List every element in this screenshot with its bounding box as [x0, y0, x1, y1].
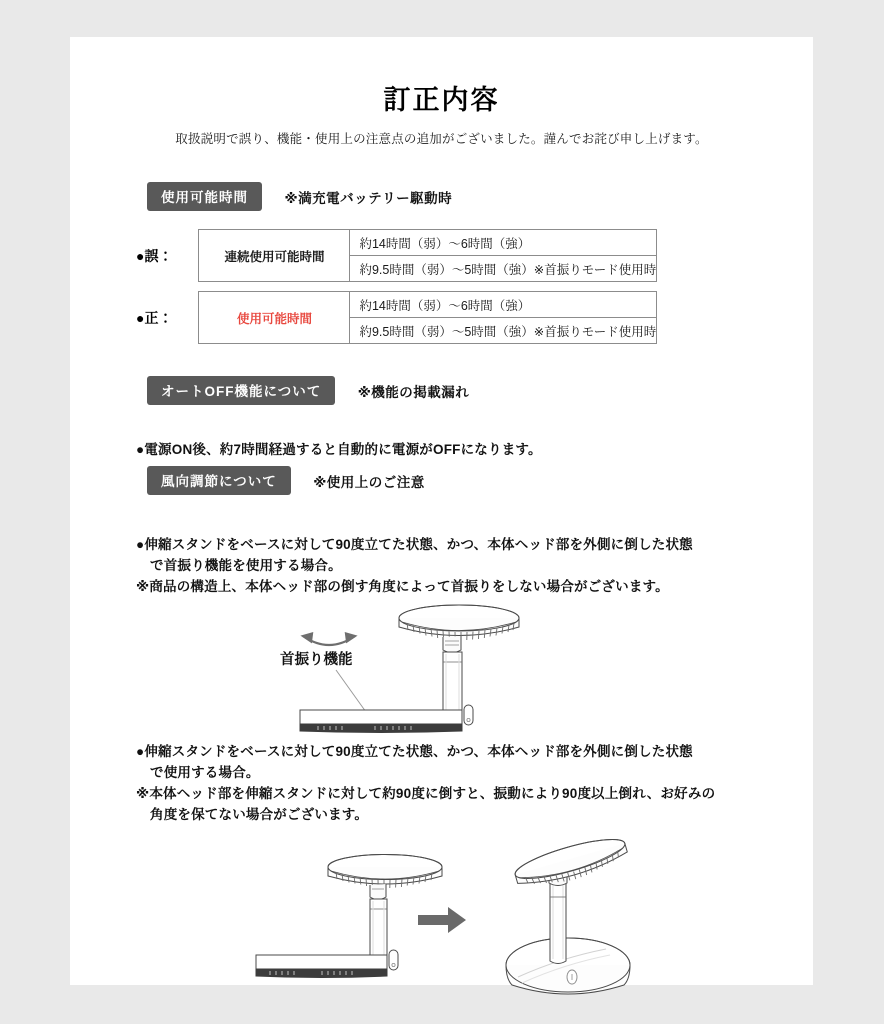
figure-oscillation — [240, 592, 620, 742]
cell-value-wrong-1: 約14時間（弱）〜6時間（強） — [350, 230, 657, 256]
section-badge-auto-off: オートOFF機能について — [147, 376, 335, 405]
section-note-wind: ※使用上のご注意 — [313, 474, 425, 490]
figure-oscillation-label: 首振り機能 — [280, 652, 353, 668]
section-header-wind — [147, 466, 425, 495]
cell-label-correct: 使用可能時間 — [199, 292, 350, 344]
document-sheet — [70, 37, 813, 985]
section-header-auto-off — [147, 376, 469, 405]
intro-text: 取扱説明で誤り、機能・使用上の注意点の追加がございました。謹んでお詫び申し上げます。 — [175, 132, 708, 146]
right-arrow-icon — [418, 907, 466, 933]
telescoping-stand — [443, 652, 462, 714]
cell-label-wrong: 連続使用可能時間 — [199, 230, 350, 282]
marker-correct: ●正： — [136, 309, 173, 326]
callout-leader-line — [336, 670, 366, 712]
cell-value-correct-2: 約9.5時間（弱）〜5時間（強）※首振りモード使用時 — [350, 318, 657, 344]
wind1-line-1: ●伸縮スタンドをベースに対して90度立てた状態、かつ、本体ヘッド部を外側に倒した状態 — [136, 537, 693, 552]
figure-oscillation-svg — [240, 592, 620, 742]
table-row — [199, 292, 657, 318]
wind2-line-2: で使用する場合。 — [150, 764, 260, 780]
table-correct — [198, 291, 657, 344]
section-header-battery — [147, 182, 452, 211]
curved-double-arrow-icon — [303, 634, 355, 646]
spec-row-correct — [136, 291, 657, 344]
wind2-line-1: ●伸縮スタンドをベースに対して90度立てた状態、かつ、本体ヘッド部を外側に倒した状態 — [136, 744, 693, 759]
fan-head — [399, 605, 519, 640]
figure-tilt-comparison — [250, 837, 670, 1007]
auto-off-line-1: ●電源ON後、約7時間経過すると自動的に電源がOFFになります。 — [136, 442, 542, 457]
paragraph-wind-2 — [136, 742, 816, 826]
page-title: 訂正内容 — [383, 85, 500, 115]
section-note-auto-off: ※機能の掲載漏れ — [357, 384, 470, 400]
section-badge-battery: 使用可能時間 — [147, 182, 262, 211]
wind2-line-3: ※本体ヘッド部を伸縮スタンドに対して約90度に倒すと、振動により90度以上倒れ、お好みの — [136, 785, 716, 801]
figure-tilt-svg — [250, 837, 670, 1007]
paragraph-wind-1 — [136, 535, 816, 598]
wind2-line-4: 角度を保てない場合がございます。 — [150, 806, 369, 822]
cell-value-correct-1: 約14時間（弱）〜6時間（強） — [350, 292, 657, 318]
fan-tilted-illustration — [506, 837, 631, 994]
table-row — [199, 230, 657, 256]
table-wrong — [198, 229, 657, 282]
fan-neck — [443, 636, 461, 653]
paragraph-auto-off — [136, 440, 816, 461]
section-note-battery: ※満充電バッテリー駆動時 — [284, 190, 453, 206]
wind1-line-3: ※商品の構造上、本体ヘッド部の倒す角度によって首振りをしない場合がございます。 — [136, 578, 669, 594]
wind1-line-2: で首振り機能を使用する場合。 — [150, 557, 342, 573]
spec-row-wrong — [136, 229, 657, 282]
marker-wrong: ●誤： — [136, 247, 173, 264]
cell-value-wrong-2: 約9.5時間（弱）〜5時間（強）※首振りモード使用時 — [350, 256, 657, 282]
section-badge-wind: 風向調節について — [147, 466, 291, 495]
fan-upright-illustration — [256, 855, 442, 978]
